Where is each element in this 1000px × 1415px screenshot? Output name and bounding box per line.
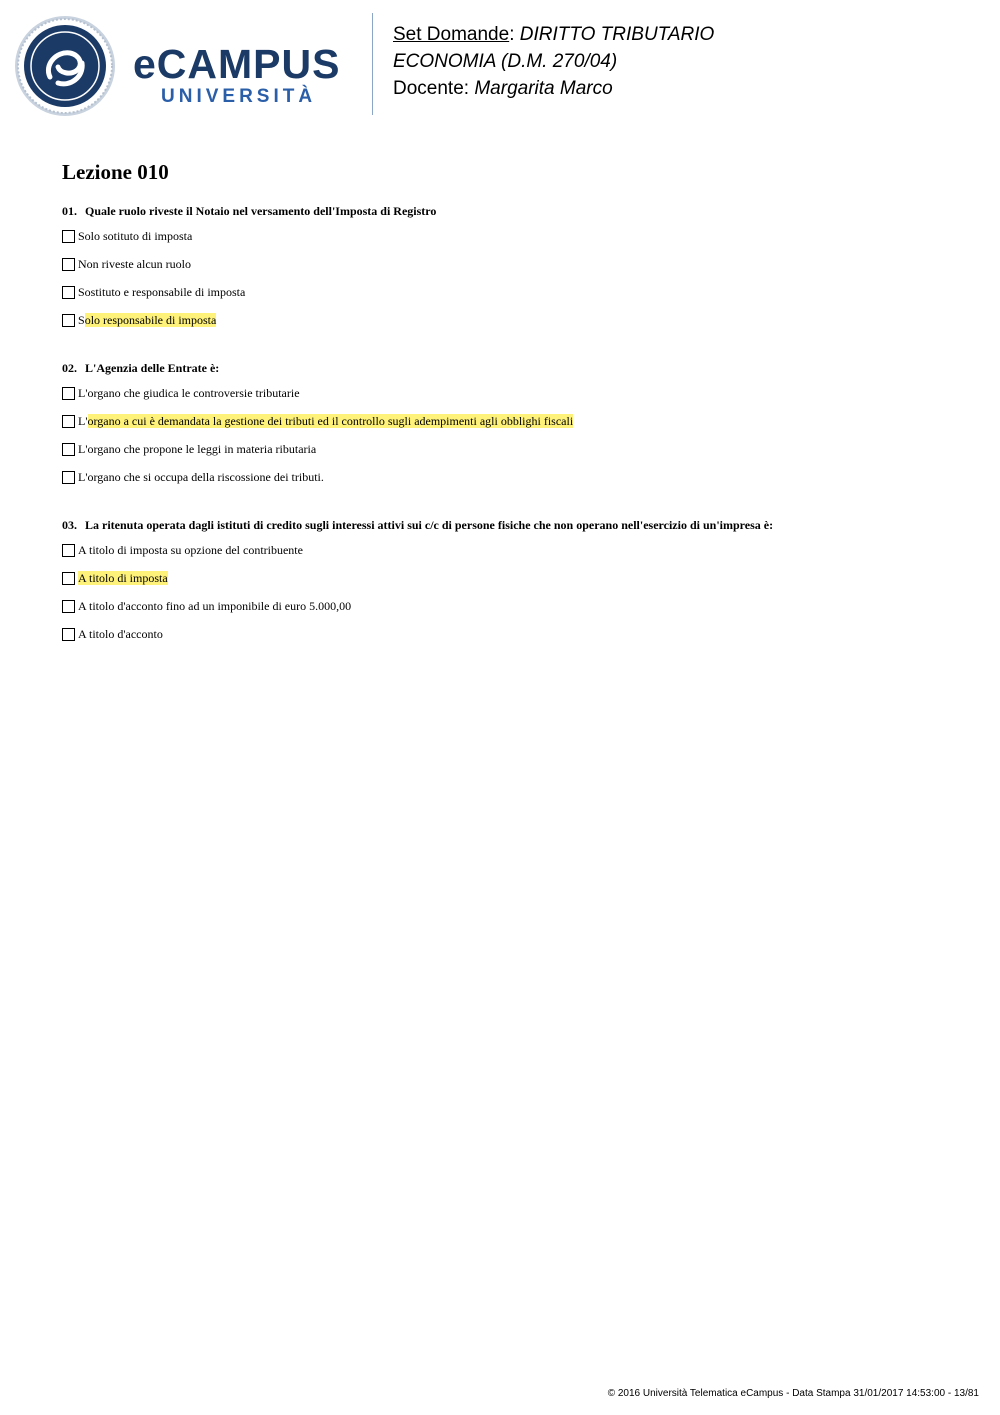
option-text: L' bbox=[78, 414, 88, 428]
question-text: La ritenuta operata dagli istituti di credito sugli interessi attivi sui c/c di persone fisiche che non operano nell'esercizio di un'impresa è: bbox=[85, 518, 774, 532]
set-domande-line-2 bbox=[393, 48, 953, 75]
lesson-title: Lezione 010 bbox=[62, 160, 169, 184]
answer-option[interactable] bbox=[62, 599, 962, 627]
logo-sub-text: UNIVERSITÀ bbox=[161, 86, 317, 107]
question-01 bbox=[62, 202, 962, 341]
checkbox[interactable] bbox=[62, 258, 75, 271]
option-text: A titolo d'acconto fino ad un imponibile di euro 5.000,00 bbox=[78, 599, 352, 613]
question-number: 03. bbox=[62, 518, 77, 532]
answer-option[interactable] bbox=[62, 442, 962, 470]
checkbox[interactable] bbox=[62, 387, 75, 400]
answer-option[interactable] bbox=[62, 414, 962, 442]
answer-option[interactable] bbox=[62, 470, 962, 498]
set-domande-value-2: ECONOMIA (D.M. 270/04) bbox=[393, 51, 618, 72]
checkbox[interactable] bbox=[62, 544, 75, 557]
option-text: S bbox=[78, 313, 85, 327]
answer-option[interactable] bbox=[62, 313, 962, 341]
question-title bbox=[62, 202, 962, 222]
checkbox[interactable] bbox=[62, 443, 75, 456]
answer-option[interactable] bbox=[62, 386, 962, 414]
checkbox[interactable] bbox=[62, 230, 75, 243]
option-text: L'organo che giudica le controversie tributarie bbox=[78, 386, 300, 400]
option-highlight: olo responsabile di imposta bbox=[84, 313, 217, 327]
question-title bbox=[62, 359, 962, 379]
checkbox[interactable] bbox=[62, 314, 75, 327]
answer-option[interactable] bbox=[62, 285, 962, 313]
question-02 bbox=[62, 359, 962, 498]
checkbox[interactable] bbox=[62, 415, 75, 428]
option-text: Solo sotituto di imposta bbox=[78, 229, 193, 243]
answer-option[interactable] bbox=[62, 543, 962, 571]
checkbox[interactable] bbox=[62, 600, 75, 613]
option-text: A titolo di imposta su opzione del contribuente bbox=[78, 543, 303, 557]
option-text: Sostituto e responsabile di imposta bbox=[78, 285, 246, 299]
docente-value: Margarita Marco bbox=[474, 78, 613, 99]
ecampus-wordmark bbox=[133, 42, 358, 112]
option-text: L'organo che si occupa della riscossione dei tributi. bbox=[78, 470, 324, 484]
checkbox[interactable] bbox=[62, 471, 75, 484]
docente-line: Docente: Margarita Marco bbox=[393, 78, 613, 99]
page-footer: © 2016 Università Telematica eCampus - Data Stampa 31/01/2017 14:53:00 - 13/81 bbox=[607, 1388, 979, 1399]
header-info bbox=[393, 21, 953, 102]
checkbox[interactable] bbox=[62, 572, 75, 585]
set-domande-label: Set Domande bbox=[393, 24, 510, 45]
option-text: L'organo che propone le leggi in materia ributaria bbox=[78, 442, 317, 456]
set-domande-value-1: DIRITTO TRIBUTARIO bbox=[519, 24, 715, 45]
answer-option[interactable] bbox=[62, 229, 962, 257]
docente-label: Docente bbox=[393, 78, 464, 99]
option-text: A titolo d'acconto bbox=[78, 627, 163, 641]
question-title bbox=[62, 516, 962, 536]
questions-list bbox=[62, 202, 962, 673]
page-header bbox=[0, 0, 1000, 130]
ecampus-seal-logo bbox=[14, 15, 116, 117]
logo-brand-text: eCAMPUS bbox=[133, 41, 341, 87]
question-number: 02. bbox=[62, 361, 77, 375]
answer-option[interactable] bbox=[62, 627, 962, 655]
answer-option[interactable] bbox=[62, 257, 962, 285]
set-domande-line: Set Domande: DIRITTO TRIBUTARIO bbox=[393, 24, 715, 45]
option-highlight: A titolo di imposta bbox=[78, 571, 168, 585]
option-highlight: organo a cui è demandata la gestione dei tributi ed il controllo sugli adempimenti agli obblighi fiscali bbox=[87, 414, 574, 428]
checkbox[interactable] bbox=[62, 628, 75, 641]
option-text: Non riveste alcun ruolo bbox=[78, 257, 191, 271]
header-divider bbox=[372, 13, 373, 115]
answer-option[interactable] bbox=[62, 571, 962, 599]
question-03 bbox=[62, 516, 962, 655]
question-text: L'Agenzia delle Entrate è: bbox=[85, 361, 220, 375]
question-number: 01. bbox=[62, 204, 77, 218]
question-text: Quale ruolo riveste il Notaio nel versamento dell'Imposta di Registro bbox=[85, 204, 437, 218]
checkbox[interactable] bbox=[62, 286, 75, 299]
